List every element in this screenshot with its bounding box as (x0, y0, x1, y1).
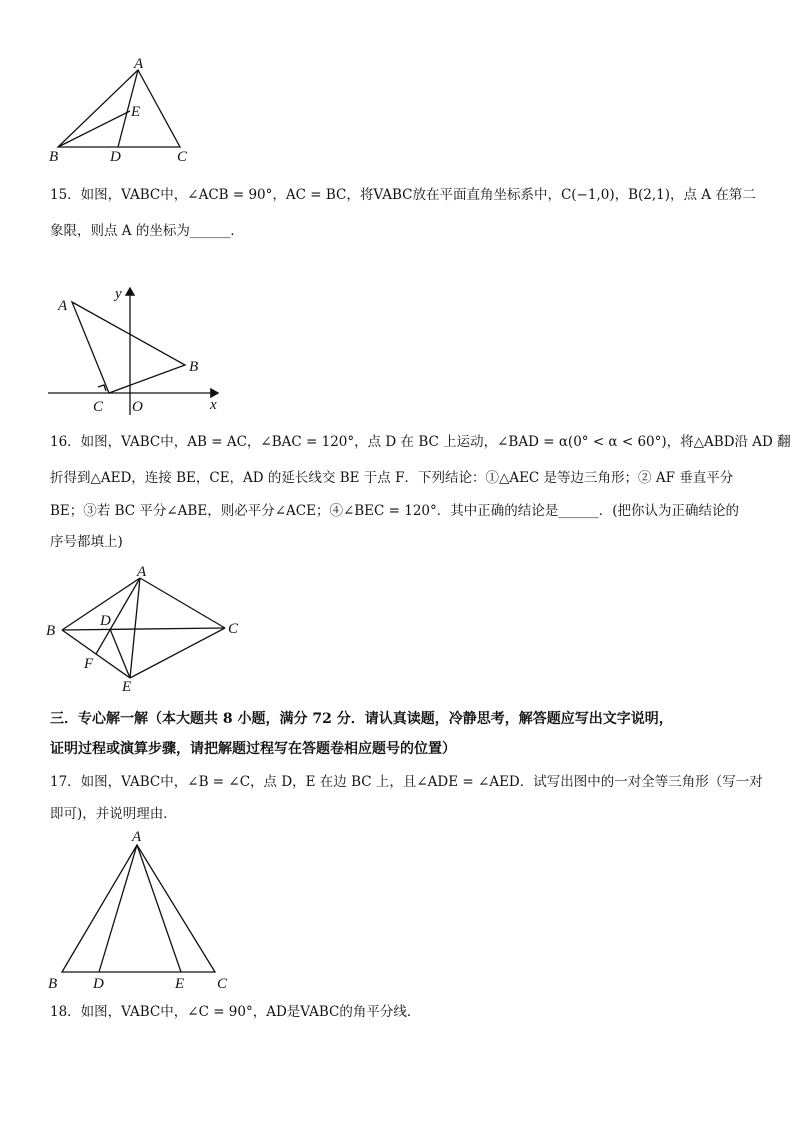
label-d: D (110, 149, 121, 165)
folding-figure (40, 560, 260, 700)
q17-line-2: 即可)，并说明理由． (50, 806, 177, 822)
label-b: B (189, 359, 199, 375)
label-y: y (115, 286, 122, 302)
label-a: A (132, 829, 142, 845)
section-3-heading-line-1: 三．专心解一解（本大题共 8 小题，满分 72 分．请认真读题，冷静思考，解答题应写出文字说明， (50, 711, 673, 727)
label-d: D (100, 613, 111, 629)
segment-ad (99, 845, 137, 972)
label-d: D (93, 976, 104, 992)
q18-line-1: 18．如图，VABC中，∠C = 90°，AD是VABC的角平分线． (50, 1004, 421, 1020)
q16-line-3: BE；③若 BC 平分∠ABE，则必平分∠ACE；④∠BEC = 120°．其中正确的结论是______．(把你认为正确结论的 (50, 503, 740, 519)
segment-ae (137, 845, 181, 972)
label-o: O (132, 399, 143, 415)
label-c: C (177, 149, 188, 165)
label-f: F (84, 656, 94, 672)
section-3-heading-line-2: 证明过程或演算步骤，请把解题过程写在答题卷相应题号的位置） (50, 741, 456, 757)
label-c: C (228, 621, 239, 637)
label-e: E (131, 104, 141, 120)
figure-q16 (40, 560, 260, 700)
figure-q14 (45, 55, 205, 170)
label-c: C (93, 399, 104, 415)
q16-line-2: 折得到△AED，连接 BE，CE，AD 的延长线交 BE 于点 F．下列结论：①△AEC 是等边三角形；② AF 垂直平分 (50, 470, 734, 486)
label-a: A (134, 56, 144, 72)
label-b: B (48, 976, 58, 992)
label-c: C (217, 976, 228, 992)
isosceles-figure (40, 825, 240, 995)
figure-q15 (40, 280, 240, 420)
label-b: B (46, 623, 56, 639)
triangle-abc (58, 70, 180, 147)
q15-line-1: 15．如图，VABC中，∠ACB = 90°，AC = BC，将VABC放在平面直角坐标系中，C(−1,0)，B(2,1)，点 A 在第二 (50, 187, 756, 203)
triangle-abc (72, 302, 185, 393)
q15-line-2: 象限，则点 A 的坐标为______． (50, 223, 244, 239)
label-a: A (137, 564, 147, 580)
segment-ce (130, 628, 225, 678)
segment-ac (140, 578, 225, 628)
q17-line-1: 17．如图，VABC中，∠B = ∠C，点 D，E 在边 BC 上，且∠ADE = ∠AED．试写出图中的一对全等三角形（写一对 (50, 774, 763, 790)
segment-bc (62, 628, 225, 630)
triangle-abc-figure (45, 55, 205, 170)
q16-line-4: 序号都填上) (50, 534, 123, 550)
label-e: E (122, 679, 132, 695)
figure-q17 (40, 825, 240, 995)
label-x: x (210, 397, 217, 413)
label-b: B (49, 149, 59, 165)
triangle-abc (62, 845, 215, 972)
right-angle-mark (98, 385, 106, 391)
label-e: E (175, 976, 185, 992)
q16-line-1: 16．如图，VABC中，AB = AC，∠BAC = 120°，点 D 在 BC 上运动，∠BAD = α(0° < α < 60°)，将△ABD沿 AD 翻 (50, 434, 791, 450)
label-a: A (58, 298, 68, 314)
coordinate-figure (40, 280, 240, 420)
